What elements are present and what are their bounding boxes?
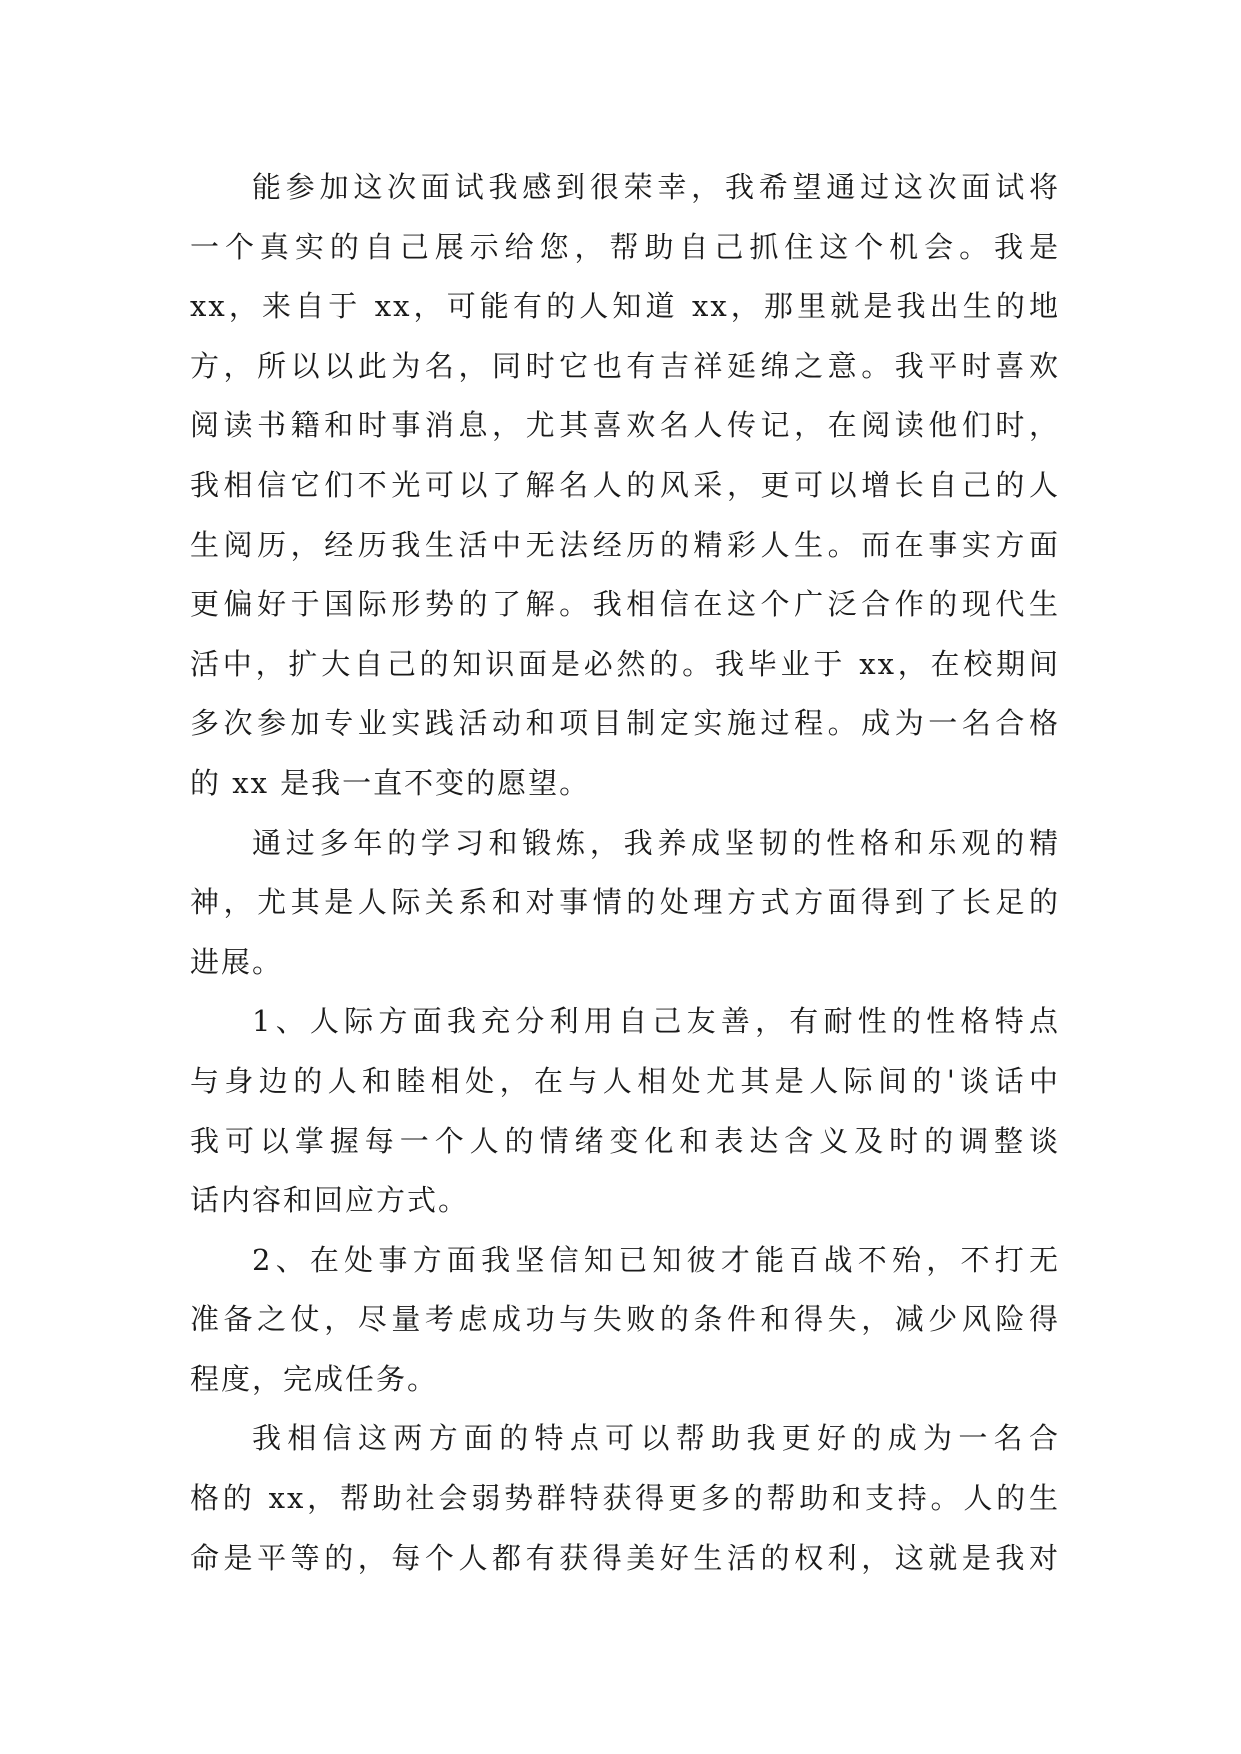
paragraph-3-line-3: 我可以掌握每一个人的情绪变化和表达含义及时的调整谈 [190, 1123, 1060, 1158]
paragraph-1-line-7: 生阅历，经历我生活中无法经历的精彩人生。而在事实方面 [190, 527, 1060, 562]
document-body [190, 158, 1060, 1588]
paragraph-1-line-4: 方，所以以此为名，同时它也有吉祥延绵之意。我平时喜欢 [190, 348, 1060, 383]
paragraph-1-line-2: 一个真实的自己展示给您，帮助自己抓住这个机会。我是 [190, 229, 1060, 264]
paragraph-3-line-2: 与身边的人和睦相处，在与人相处尤其是人际间的'谈话中 [190, 1063, 1060, 1098]
paragraph-1-line-6: 我相信它们不光可以了解名人的风采，更可以增长自己的人 [190, 467, 1060, 502]
paragraph-2-line-1: 通过多年的学习和锻炼，我养成坚韧的性格和乐观的精 [252, 825, 1060, 860]
paragraph-4-line-3: 程度，完成任务。 [190, 1361, 439, 1396]
paragraph-5-line-3: 命是平等的，每个人都有获得美好生活的权利，这就是我对 [190, 1540, 1060, 1575]
paragraph-5-line-2: 格的 xx，帮助社会弱势群特获得更多的帮助和支持。人的生 [190, 1481, 1060, 1516]
paragraph-1-line-1: 能参加这次面试我感到很荣幸，我希望通过这次面试将 [252, 170, 1060, 204]
paragraph-3-line-4: 话内容和回应方式。 [190, 1183, 470, 1218]
paragraph-1-line-11: 的 xx 是我一直不变的愿望。 [190, 765, 591, 800]
paragraph-1-line-3: xx，来自于 xx，可能有的人知道 xx，那里就是我出生的地 [190, 289, 1060, 324]
paragraph-4-line-2: 准备之仗，尽量考虑成功与失败的条件和得失，减少风险得 [190, 1302, 1060, 1337]
paragraph-4-line-1: 2、在处事方面我坚信知已知彼才能百战不殆，不打无 [252, 1242, 1060, 1277]
paragraph-1-line-9: 活中，扩大自己的知识面是必然的。我毕业于 xx，在校期间 [190, 646, 1060, 681]
paragraph-3-line-1: 1、人际方面我充分利用自己友善，有耐性的性格特点 [252, 1004, 1060, 1039]
paragraph-1-line-8: 更偏好于国际形势的了解。我相信在这个广泛合作的现代生 [190, 587, 1060, 622]
paragraph-1-line-10: 多次参加专业实践活动和项目制定实施过程。成为一名合格 [190, 706, 1060, 741]
paragraph-2-line-3: 进展。 [190, 944, 284, 979]
paragraph-2-line-2: 神，尤其是人际关系和对事情的处理方式方面得到了长足的 [190, 885, 1060, 920]
paragraph-5-line-1: 我相信这两方面的特点可以帮助我更好的成为一名合 [252, 1421, 1060, 1456]
paragraph-1-line-5: 阅读书籍和时事消息，尤其喜欢名人传记，在阅读他们时， [190, 408, 1060, 443]
